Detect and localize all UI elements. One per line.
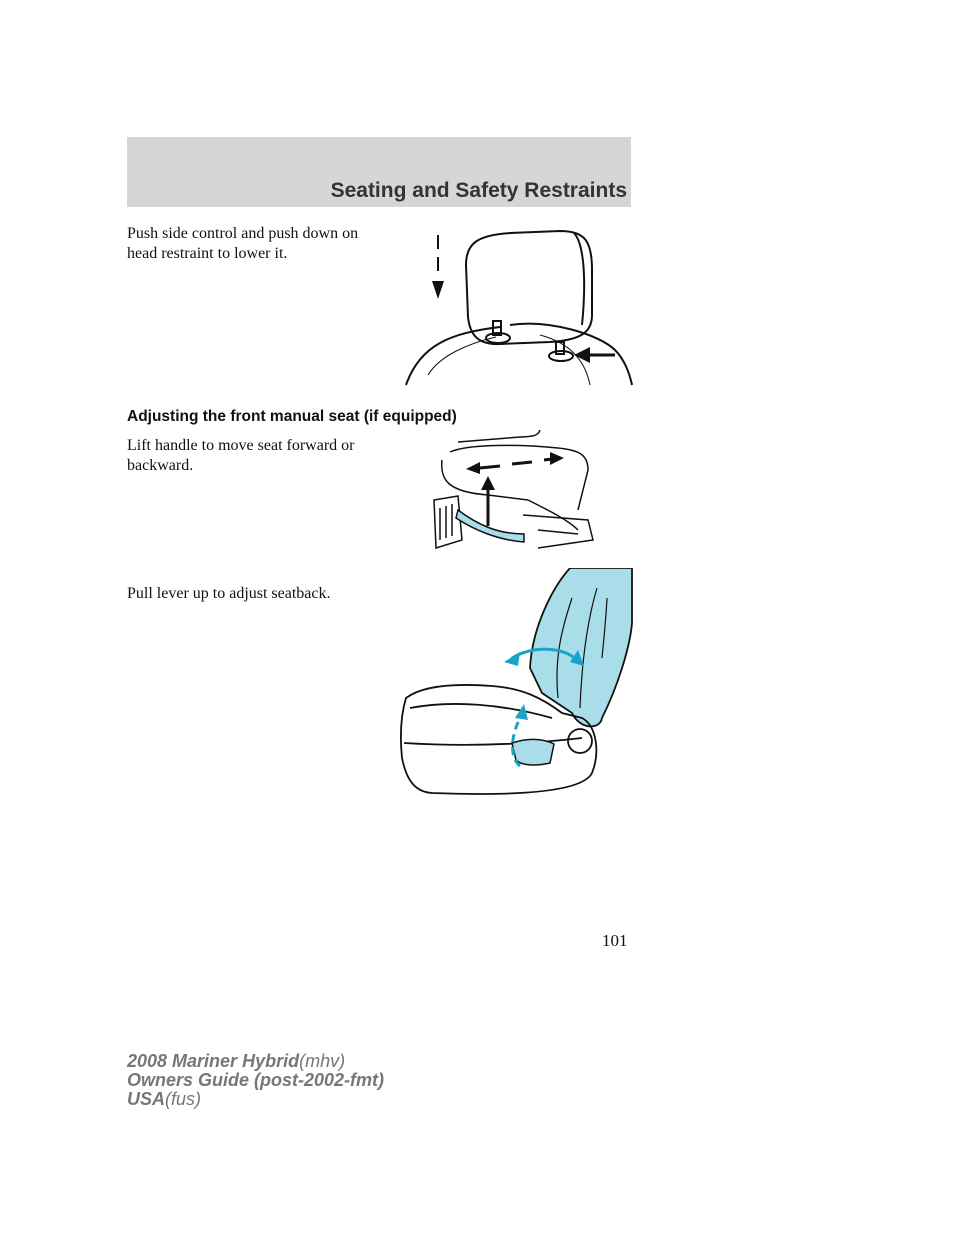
section-header-band bbox=[127, 137, 631, 207]
section-title: Seating and Safety Restraints bbox=[330, 179, 627, 202]
footer-model-code: (mhv) bbox=[299, 1051, 346, 1071]
recline-back-arrow-icon bbox=[504, 652, 520, 666]
up-arrow-icon bbox=[481, 476, 495, 490]
seatback-illustration bbox=[392, 568, 634, 803]
head-restraint-instruction: Push side control and push down on head restraint to lower it. bbox=[127, 225, 359, 262]
seat-move-instruction: Lift handle to move seat forward or backward. bbox=[127, 437, 355, 474]
footer-market-code: (fus) bbox=[165, 1089, 202, 1109]
document-footer bbox=[127, 1052, 384, 1109]
manual-seat-subheading: Adjusting the front manual seat (if equipped) bbox=[127, 408, 457, 425]
recline-lever bbox=[512, 739, 554, 765]
footer-market: USA bbox=[127, 1089, 166, 1109]
seatback-instruction: Pull lever up to adjust seatback. bbox=[127, 585, 331, 602]
down-arrow-icon bbox=[432, 281, 444, 299]
seat-slide-illustration bbox=[428, 430, 596, 555]
footer-model: 2008 Mariner Hybrid bbox=[127, 1051, 300, 1071]
page-number: 101 bbox=[602, 931, 628, 950]
forward-arrow-icon bbox=[550, 452, 564, 465]
back-arrow-icon bbox=[466, 462, 480, 474]
head-restraint-illustration bbox=[400, 225, 640, 390]
footer-guide: Owners Guide (post-2002-fmt) bbox=[127, 1070, 385, 1090]
left-arrow-icon bbox=[574, 347, 590, 363]
seat-handle bbox=[456, 510, 524, 542]
